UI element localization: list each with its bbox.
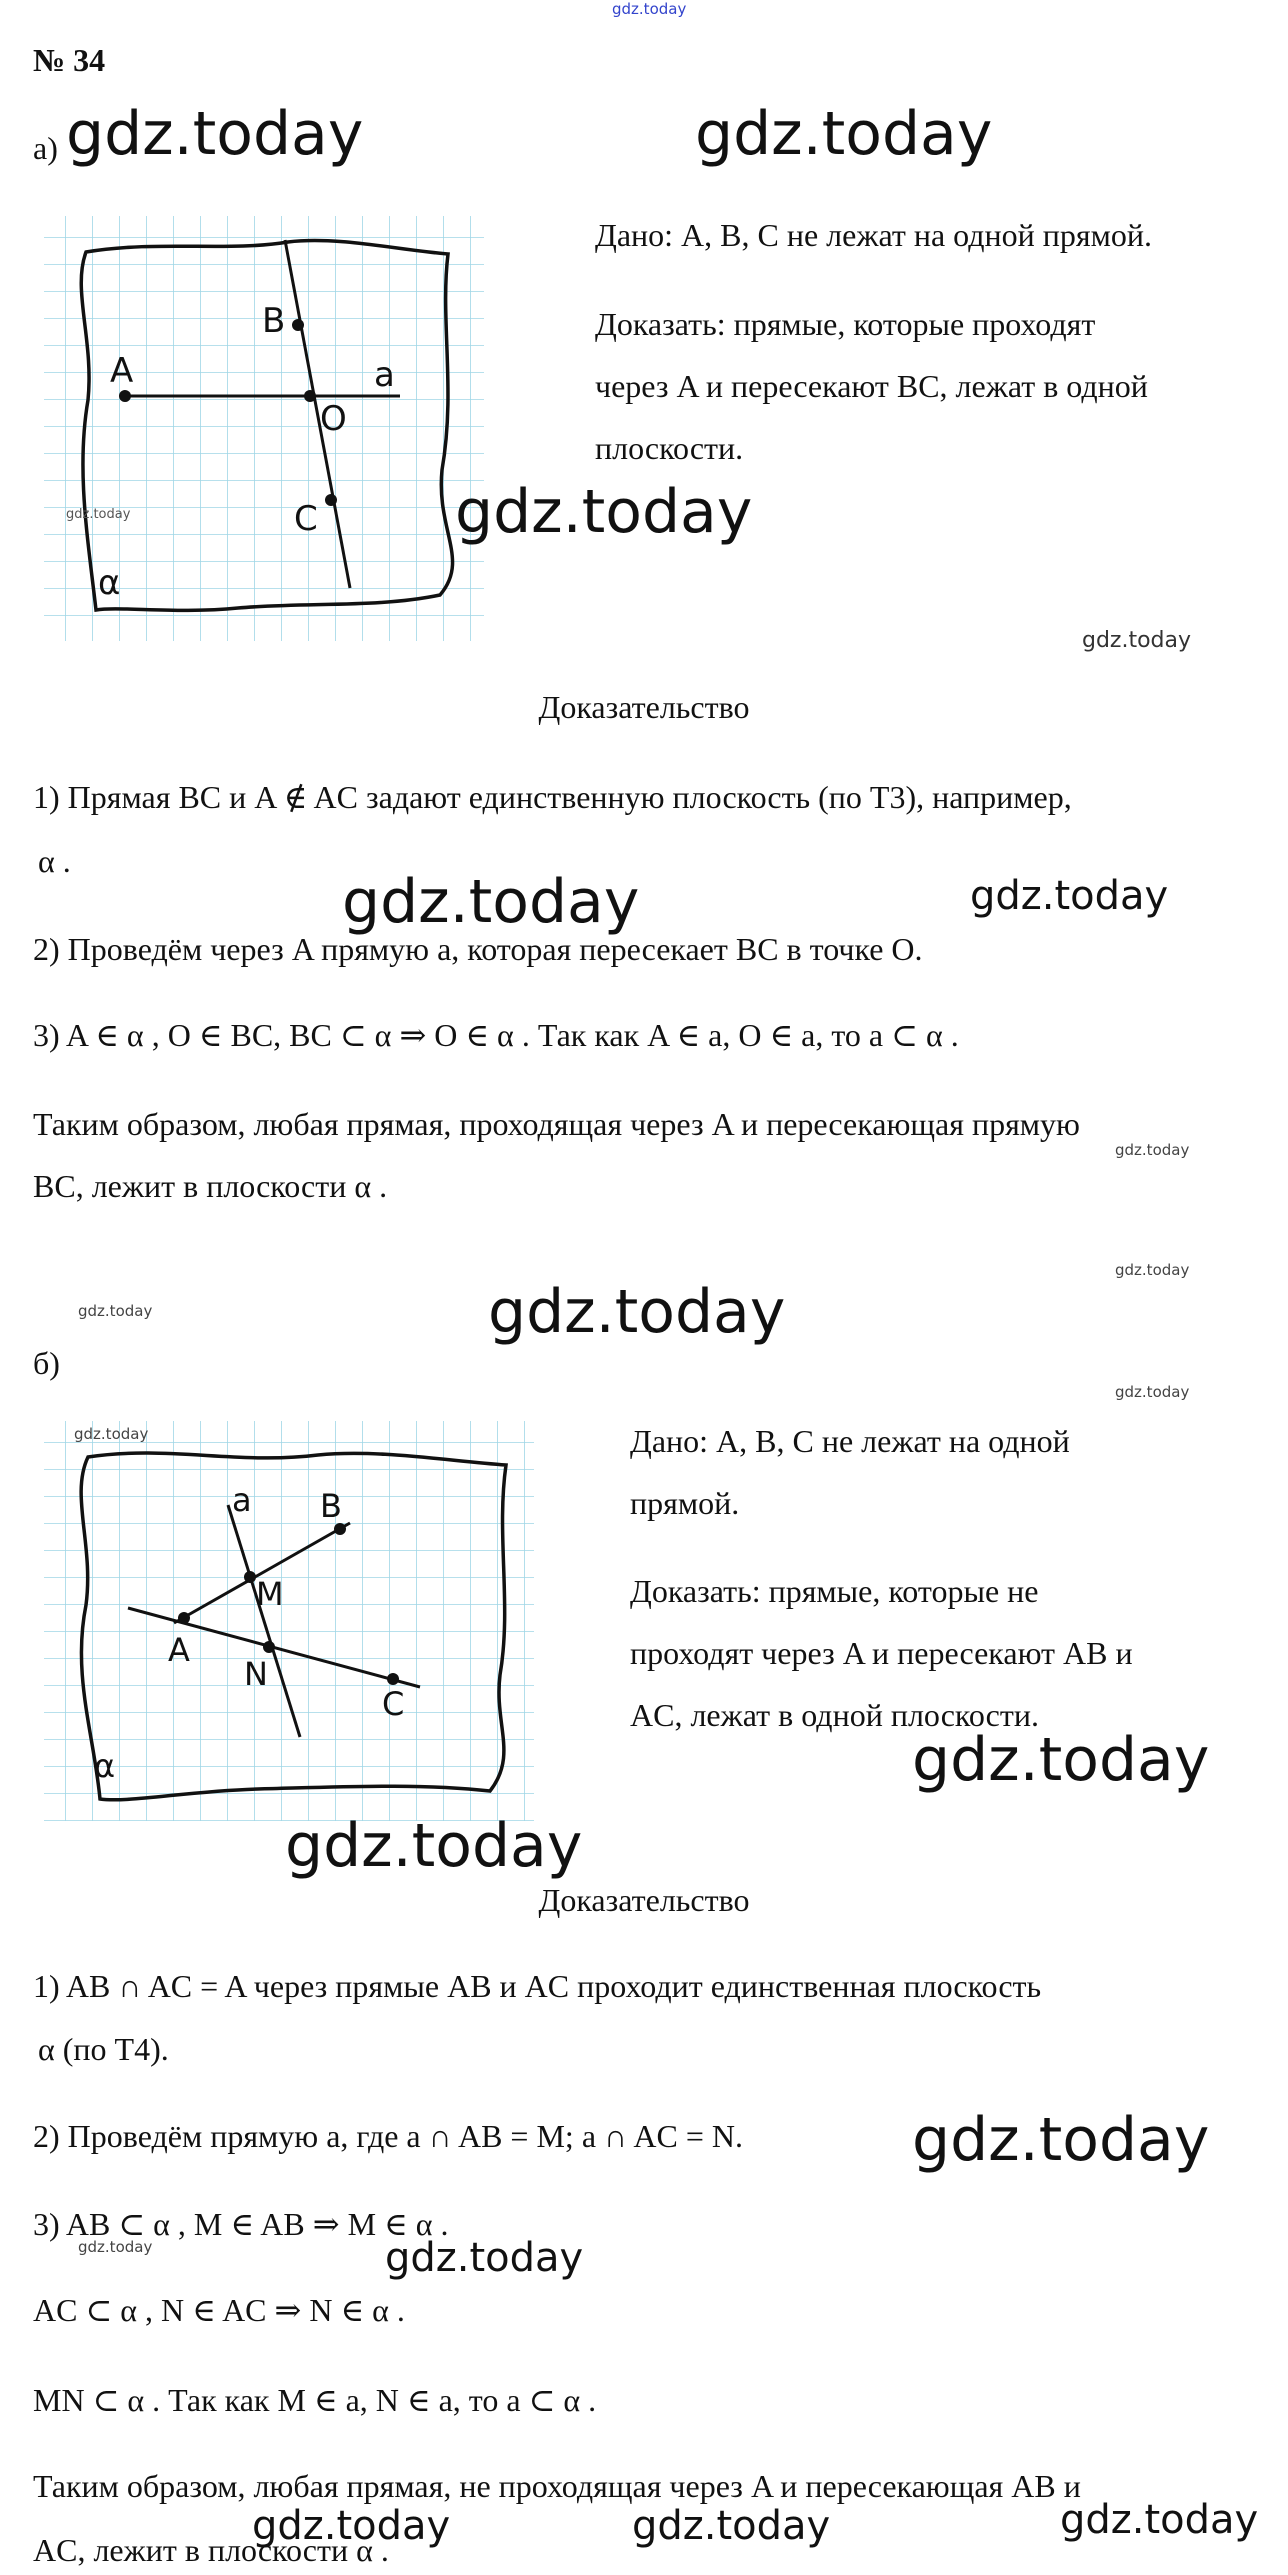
watermark: gdz.today (385, 2235, 584, 2281)
figure-b (38, 1415, 538, 1835)
watermark: gdz.today (1082, 628, 1192, 653)
point-n (263, 1641, 275, 1653)
grid-background (44, 1421, 534, 1821)
figure-watermark: gdz.today (74, 1425, 149, 1443)
label-c: C (294, 499, 318, 539)
part-a-proof-title: Доказательство (538, 689, 750, 725)
label-m: M (256, 1575, 284, 1613)
label-alpha: α (98, 563, 121, 603)
part-a-step-1: 1) Прямая BC и A ∉ AC задают единственную плоскость (по Т3), например, (33, 779, 1072, 815)
point-o (304, 390, 316, 402)
part-b-prove-line-3: AC, лежат в одной плоскости. (630, 1697, 1039, 1733)
problem-number: № 34 (33, 42, 106, 78)
label-a: A (168, 1631, 190, 1669)
part-b-step-3b: AC ⊂ α , N ∈ AC ⇒ N ∈ α . (33, 2292, 405, 2328)
watermark: gdz.today (695, 99, 993, 169)
watermark: gdz.today (1115, 1141, 1190, 1159)
watermark: gdz.today (252, 2503, 451, 2549)
part-b-step-3c: MN ⊂ α . Так как M ∈ a, N ∈ a, то a ⊂ α . (33, 2382, 597, 2418)
watermark: gdz.today (912, 1725, 1210, 1795)
part-b-conclusion-2: AC, лежит в плоскости α . (33, 2532, 389, 2568)
part-a-prove-line-1: Доказать: прямые, которые проходят (595, 306, 1096, 342)
part-b-proof-title: Доказательство (538, 1882, 750, 1918)
part-b-step-1: 1) AB ∩ AC = A через прямые AB и AC проходит единственная плоскость (33, 1968, 1042, 2004)
watermark: gdz.today (78, 2238, 153, 2256)
part-b-step-1-cont: α (по Т4). (38, 2031, 169, 2067)
label-b: B (262, 301, 286, 341)
part-a-prove-line-3: плоскости. (595, 430, 744, 466)
point-b (292, 319, 304, 331)
part-a-step-3: 3) A ∈ α , O ∈ BC, BC ⊂ α ⇒ O ∈ α . Так как A ∈ a, O ∈ a, то a ⊂ α . (33, 1017, 959, 1053)
part-a-conclusion-1: Таким образом, любая прямая, проходящая через A и пересекающая прямую (33, 1106, 1080, 1142)
header-watermark: gdz.today (612, 0, 687, 18)
label-a: A (110, 351, 134, 391)
part-b-conclusion-1: Таким образом, любая прямая, не проходящая через A и пересекающая AB и (33, 2468, 1081, 2504)
part-b-given-line-2: прямой. (630, 1485, 740, 1521)
part-b-prove-line-2: проходят через A и пересекают AB и (630, 1635, 1133, 1671)
watermark: gdz.today (78, 1302, 153, 1320)
part-a-label: а) (33, 130, 58, 166)
label-b: B (320, 1487, 342, 1525)
figure-watermark: gdz.today (66, 507, 131, 522)
point-a (178, 1612, 190, 1624)
point-c (387, 1673, 399, 1685)
watermark: gdz.today (1115, 1383, 1190, 1401)
label-line-a: a (374, 355, 395, 395)
figure-a (38, 210, 498, 650)
label-c: C (382, 1685, 405, 1723)
part-b-step-2: 2) Проведём прямую a, где a ∩ AB = M; a ∩ AC = N. (33, 2118, 743, 2154)
part-a-step-2: 2) Проведём через A прямую a, которая пересекает BC в точке O. (33, 931, 923, 967)
watermark: gdz.today (970, 873, 1169, 919)
watermark: gdz.today (912, 2105, 1210, 2175)
label-o: O (320, 399, 347, 439)
point-a (119, 390, 131, 402)
part-b-label: б) (33, 1345, 60, 1381)
part-b-prove-line-1: Доказать: прямые, которые не (630, 1573, 1039, 1609)
label-line-a: a (232, 1481, 252, 1519)
watermark: gdz.today (342, 867, 640, 937)
watermark: gdz.today (285, 1811, 583, 1881)
part-a-step-1-cont: α . (38, 843, 71, 879)
part-a-conclusion-2: BC, лежит в плоскости α . (33, 1168, 388, 1204)
watermark: gdz.today (1060, 2497, 1259, 2543)
point-m (244, 1571, 256, 1583)
part-a-prove-line-2: через A и пересекают BC, лежат в одной (595, 368, 1148, 404)
watermark: gdz.today (488, 1277, 786, 1347)
part-a-given: Дано: A, B, C не лежат на одной прямой. (595, 217, 1152, 253)
part-b-step-3a: 3) AB ⊂ α , M ∈ AB ⇒ M ∈ α . (33, 2206, 449, 2242)
label-alpha: α (94, 1747, 116, 1785)
part-b-given-line-1: Дано: A, B, C не лежат на одной (630, 1423, 1070, 1459)
watermark: gdz.today (1115, 1261, 1190, 1279)
watermark: gdz.today (632, 2503, 831, 2549)
watermark: gdz.today (455, 477, 753, 547)
watermark: gdz.today (66, 99, 364, 169)
point-c (325, 494, 337, 506)
label-n: N (244, 1655, 268, 1693)
